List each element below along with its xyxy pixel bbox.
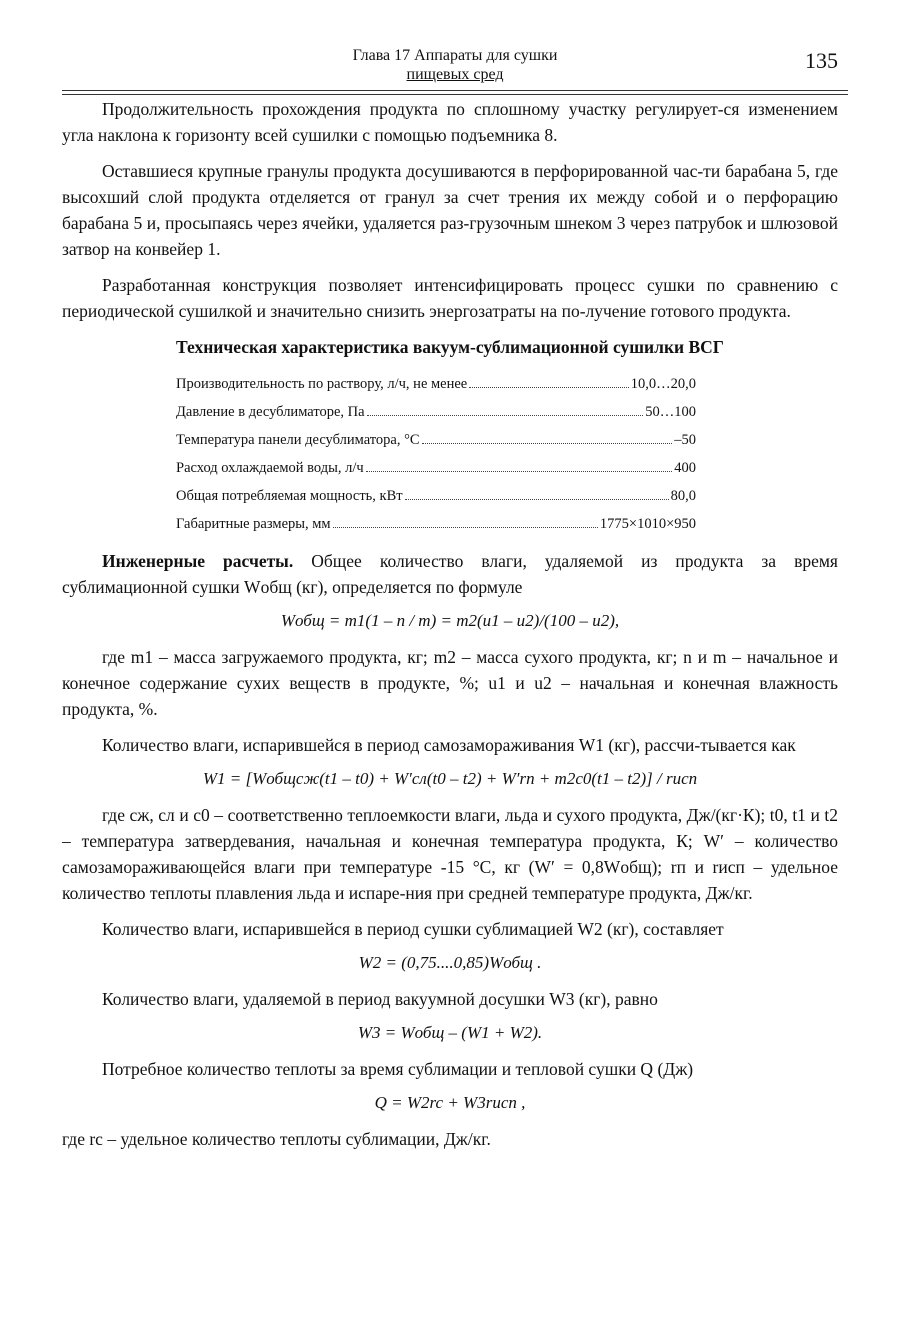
spec-row bbox=[176, 510, 696, 538]
paragraph-5: где m1 – масса загружаемого продукта, кг; m2 – масса сухого продукта, кг; n и m – начальное и конечное содержание сухих веществ в продукте, %; u1 и u2 – начальная и конечная влажность продукта, %. bbox=[62, 647, 838, 719]
leader-dots bbox=[333, 527, 598, 528]
leader-dots bbox=[422, 443, 673, 444]
formula-1: Wобщ = m1(1 – n / m) = m2(u1 – u2)/(100 – u2), bbox=[280, 611, 620, 630]
formula-5: Q = W2rc + W3rисп , bbox=[374, 1093, 526, 1112]
page-number: 135 bbox=[805, 48, 838, 73]
paragraph-11: где rc – удельное количество теплоты сублимации, Дж/кг. bbox=[62, 1129, 491, 1149]
spec-label: Общая потребляемая мощность, кВт bbox=[176, 488, 403, 504]
formula-4: W3 = Wобщ – (W1 + W2). bbox=[357, 1023, 543, 1042]
spec-label: Габаритные размеры, мм bbox=[176, 516, 331, 532]
formula-3: W2 = (0,75....0,85)Wобщ . bbox=[358, 953, 542, 972]
header-rule bbox=[62, 90, 848, 95]
chapter-title-line1: Глава 17 Аппараты для сушки bbox=[352, 47, 558, 64]
section-lead: Инженерные расчеты. bbox=[102, 551, 294, 571]
paragraph-6: Количество влаги, испарившейся в период самозамораживания W1 (кг), рассчи-тывается как bbox=[102, 735, 796, 755]
spec-value: 400 bbox=[674, 460, 696, 476]
spec-row bbox=[176, 454, 696, 482]
spec-label: Расход охлаждаемой воды, л/ч bbox=[176, 460, 364, 476]
spec-value: 80,0 bbox=[670, 488, 696, 504]
paragraph-9: Количество влаги, удаляемой в период вакуумной досушки W3 (кг), равно bbox=[102, 989, 658, 1009]
spec-label: Давление в десублиматоре, Па bbox=[176, 404, 365, 420]
leader-dots bbox=[469, 387, 629, 388]
spec-label: Температура панели десублиматора, °С bbox=[176, 432, 420, 448]
specs-list bbox=[176, 370, 696, 538]
specs-title: Техническая характеристика вакуум-сублимационной сушилки ВСГ bbox=[176, 337, 724, 357]
spec-row bbox=[176, 426, 696, 454]
spec-row bbox=[176, 370, 696, 398]
formula-2: W1 = [Wобщcж(t1 – t0) + W′cл(t0 – t2) + W′rп + m2c0(t1 – t2)] / rисп bbox=[202, 769, 698, 788]
paragraph-8: Количество влаги, испарившейся в период сушки сублимацией W2 (кг), составляет bbox=[102, 919, 724, 939]
paragraph-2: Оставшиеся крупные гранулы продукта досушиваются в перфорированной час-ти барабана 5, где высохший слой продукта отделяется от гранул за счет трения их между собой и о перфорацию барабана 5 и, просыпаясь через ячейки, удаляется раз-грузочным шнеком 3 через патрубок и шлюзовой затвор на конвейер 1. bbox=[62, 161, 838, 259]
paragraph-1: Продолжительность прохождения продукта по сплошному участку регулирует-ся изменением угла наклона к горизонту всей сушилки с помощью подъемника 8. bbox=[62, 99, 838, 145]
chapter-title bbox=[62, 46, 848, 84]
leader-dots bbox=[366, 471, 673, 472]
page-header bbox=[62, 46, 848, 96]
paragraph-7: где cж, cл и c0 – соответственно теплоемкости влаги, льда и сухого продукта, Дж/(кг·К); t0, t1 и t2 – температура затвердевания, начальная и конечная температура продукта, К; W′ – количество самозамораживающейся влаги при температуре -15 °С, кг (W′ = 0,8Wобщ); rп и rисп – удельное количество теплоты плавления льда и испаре-ния при средней температуре продукта, Дж/кг. bbox=[62, 805, 838, 903]
spec-row bbox=[176, 482, 696, 510]
leader-dots bbox=[405, 499, 669, 500]
paragraph-4: Общее количество влаги, удаляемой из продукта за время сублимационной сушки Wобщ (кг), определяется по формуле bbox=[62, 551, 838, 597]
leader-dots bbox=[367, 415, 644, 416]
paragraph-calc-intro bbox=[62, 548, 838, 600]
spec-value: 50…100 bbox=[645, 404, 696, 420]
spec-label: Производительность по раствору, л/ч, не менее bbox=[176, 376, 468, 392]
chapter-title-line2: пищевых сред bbox=[406, 66, 504, 83]
spec-value: –50 bbox=[674, 432, 696, 448]
paragraph-3: Разработанная конструкция позволяет интенсифицировать процесс сушки по сравнению с периодической сушилкой и значительно снизить энергозатраты на по-лучение готового продукта. bbox=[62, 275, 838, 321]
spec-value: 1775×1010×950 bbox=[599, 516, 696, 532]
paragraph-10: Потребное количество теплоты за время сублимации и тепловой сушки Q (Дж) bbox=[102, 1059, 694, 1079]
spec-row bbox=[176, 398, 696, 426]
spec-value: 10,0…20,0 bbox=[630, 376, 696, 392]
page-body bbox=[62, 96, 838, 1152]
